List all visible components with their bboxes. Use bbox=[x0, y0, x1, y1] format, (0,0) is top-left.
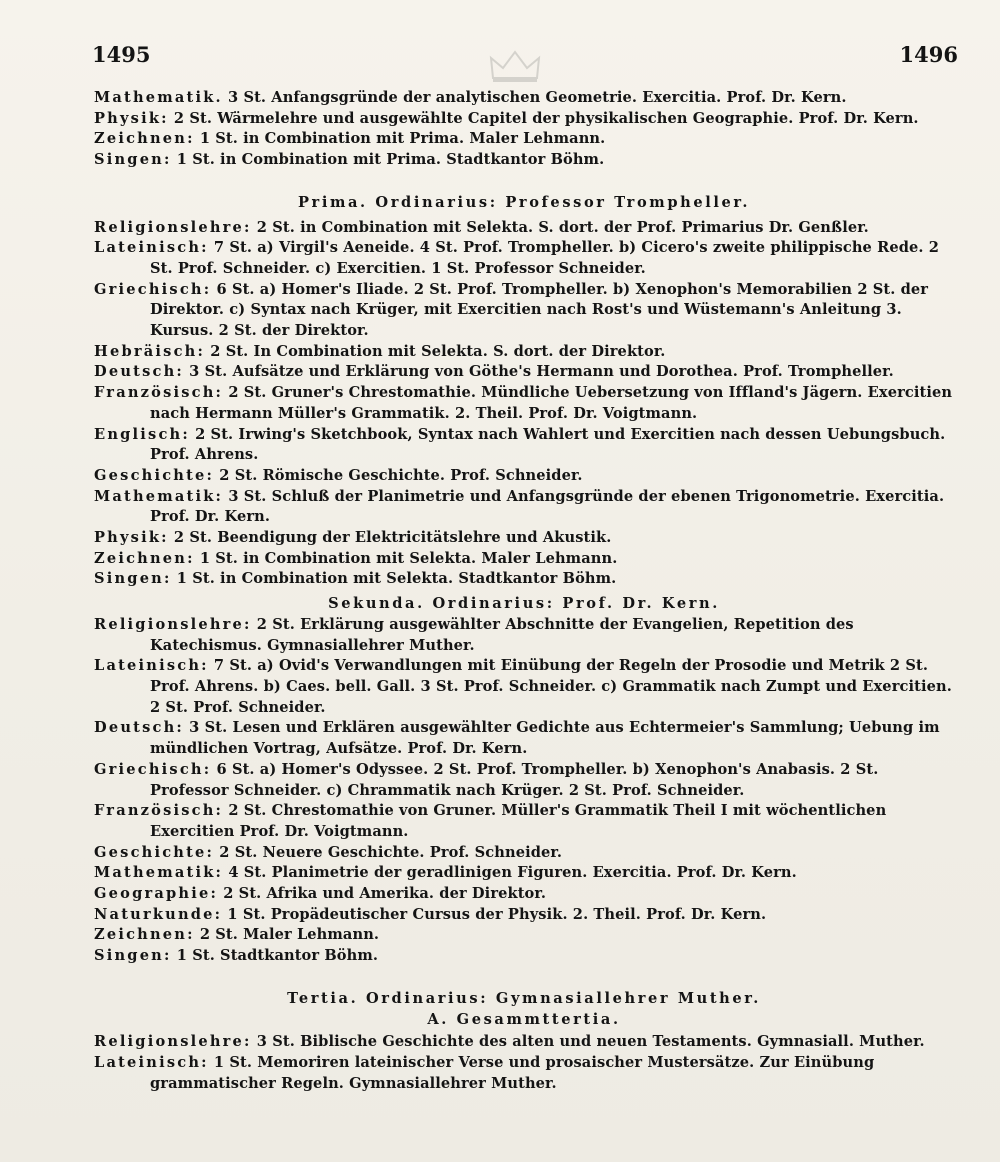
subject-description: 2 St. Maler Lehmann. bbox=[194, 926, 380, 944]
subject-entry bbox=[94, 549, 954, 570]
subject-entry bbox=[94, 884, 954, 905]
subject-description: 2 St. Irwing's Sketchbook, Syntax nach Wahlert und Exercitien nach dessen Uebungsbuch. Prof. Ahrens. bbox=[150, 425, 946, 464]
subject-entry bbox=[94, 425, 954, 466]
subject-label: Zeichnen: bbox=[94, 549, 195, 567]
subject-entry bbox=[94, 88, 954, 109]
subject-description: 2 St. Gruner's Chrestomathie. Mündliche Uebersetzung von Iffland's Jägern. Exercitien nach Hermann Müller's Grammatik. 2. Theil. Prof. Dr. Voigtmann. bbox=[150, 384, 953, 422]
page-number-left: 1495 bbox=[92, 42, 151, 67]
subject-label: Griechisch: bbox=[94, 760, 212, 778]
subject-description: 2 St. Chrestomathie von Gruner. Müller's Grammatik Theil I mit wöchentlichen Exercitien Prof. Dr. Voigtmann. bbox=[150, 802, 887, 840]
subject-description: 3 St. Biblische Geschichte des alten und neuen Testaments. Gymnasiall. Muther. bbox=[251, 1033, 925, 1051]
subject-label: Singen: bbox=[94, 947, 172, 965]
subject-label: Religionslehre: bbox=[94, 1033, 252, 1051]
subject-entry bbox=[94, 150, 954, 171]
subject-label: Geschichte: bbox=[94, 466, 215, 484]
subject-entry bbox=[94, 946, 954, 967]
subject-label: Griechisch: bbox=[94, 280, 212, 298]
subject-label: Englisch: bbox=[94, 425, 190, 443]
subject-entry bbox=[94, 569, 954, 590]
subject-label: Französisch: bbox=[94, 802, 224, 820]
subject-label: Mathematik. bbox=[94, 89, 223, 106]
subject-entry bbox=[94, 615, 954, 656]
subject-label: Deutsch: bbox=[94, 719, 184, 737]
subject-description: 2 St. In Combination mit Selekta. S. dort. der Direktor. bbox=[205, 342, 666, 360]
subject-label: Mathematik: bbox=[94, 864, 224, 882]
subject-label: Lateinisch: bbox=[94, 239, 209, 257]
subject-label: Zeichnen: bbox=[94, 130, 195, 148]
subject-entry bbox=[94, 905, 954, 926]
section-heading: Tertia. Ordinarius: Gymnasiallehrer Muther. bbox=[287, 989, 761, 1007]
subject-description: 2 St. in Combination mit Selekta. S. dort. der Prof. Primarius Dr. Genßler. bbox=[251, 218, 869, 236]
subject-description: 2 St. Neuere Geschichte. Prof. Schneider. bbox=[214, 843, 563, 861]
subject-description: 2 St. Afrika und Amerika. der Direktor. bbox=[218, 885, 547, 903]
subject-entry bbox=[94, 342, 954, 363]
subject-entry bbox=[94, 656, 954, 718]
subject-description: 6 St. a) Homer's Iliade. 2 St. Prof. Trompheller. b) Xenophon's Memorabilien 2 St. der Direktor. c) Syntax nach Krüger, mit Exercitien nach Rost's und Wüstemann's Anleitung 3. Kursus. 2 St. der Direktor. bbox=[150, 280, 929, 340]
subject-label: Naturkunde: bbox=[94, 905, 223, 923]
subject-label: Zeichnen: bbox=[94, 926, 195, 944]
subject-description: 3 St. Lesen und Erklären ausgewählter Gedichte aus Echtermeier's Sammlung; Uebung im mündlichen Vortrag, Aufsätze. Prof. Dr. Kern. bbox=[150, 719, 940, 758]
subject-description: 1 St. in Combination mit Selekta. Stadtkantor Böhm. bbox=[171, 570, 617, 588]
crown-crest-icon bbox=[485, 48, 545, 84]
page-number-right: 1496 bbox=[899, 42, 958, 67]
subject-description: 2 St. Beendigung der Elektricitätslehre und Akustik. bbox=[168, 529, 612, 547]
subject-label: Mathematik: bbox=[94, 487, 224, 505]
subject-description: 2 St. Römische Geschichte. Prof. Schneider. bbox=[214, 466, 583, 484]
subject-description: 1 St. Stadtkantor Böhm. bbox=[171, 947, 379, 965]
subject-description: 1 St. in Combination mit Prima. Stadtkantor Böhm. bbox=[171, 151, 605, 169]
subject-entry bbox=[94, 466, 954, 487]
subject-entry bbox=[94, 528, 954, 549]
subject-description: 1 St. Memoriren lateinischer Verse und prosaischer Mustersätze. Zur Einübung grammatischer Regeln. Gymnasiallehrer Muther. bbox=[150, 1053, 875, 1092]
subject-description: 3 St. Aufsätze und Erklärung von Göthe's Hermann und Dorothea. Prof. Trompheller. bbox=[184, 363, 894, 381]
subject-label: Lateinisch: bbox=[94, 1053, 209, 1071]
subject-label: Physik: bbox=[94, 109, 169, 127]
subject-entry bbox=[94, 129, 954, 150]
subject-entry bbox=[94, 843, 954, 864]
subject-entry bbox=[94, 1053, 954, 1094]
subject-description: 1 St. Propädeutischer Cursus der Physik. 2. Theil. Prof. Dr. Kern. bbox=[222, 905, 767, 923]
subject-label: Singen: bbox=[94, 570, 172, 588]
subject-label: Singen: bbox=[94, 151, 172, 169]
subject-label: Physik: bbox=[94, 529, 169, 547]
subject-entry bbox=[94, 362, 954, 383]
subject-entry bbox=[94, 718, 954, 759]
subject-label: Religionslehre: bbox=[94, 218, 252, 236]
subject-entry bbox=[94, 487, 954, 528]
subject-entry bbox=[94, 863, 954, 884]
subject-label: Französisch: bbox=[94, 384, 224, 402]
subject-entry bbox=[94, 109, 954, 130]
section-heading: Prima. Ordinarius: Professor Trompheller. bbox=[297, 193, 751, 211]
subject-entry bbox=[94, 801, 954, 842]
subject-entry bbox=[94, 280, 954, 342]
subject-label: Deutsch: bbox=[94, 363, 184, 381]
subject-description: 2 St. Wärmelehre und ausgewählte Capitel der physikalischen Geographie. Prof. Dr. Kern. bbox=[168, 109, 919, 127]
subject-entry bbox=[94, 383, 954, 424]
subject-entry bbox=[94, 760, 954, 801]
subject-description: 1 St. in Combination mit Selekta. Maler Lehmann. bbox=[194, 549, 618, 567]
section-heading: Sekunda. Ordinarius: Prof. Dr. Kern. bbox=[328, 595, 720, 613]
subject-description: 3 St. Anfangsgründe der analytischen Geometrie. Exercitia. Prof. Dr. Kern. bbox=[222, 89, 847, 106]
subject-label: Geschichte: bbox=[94, 843, 215, 861]
subject-label: Hebräisch: bbox=[94, 342, 206, 360]
subject-description: 7 St. a) Virgil's Aeneide. 4 St. Prof. Trompheller. b) Cicero's zweite philippische Rede. 2 St. Prof. Schneider. c) Exercitien. 1 St. Professor Schneider. bbox=[150, 239, 940, 277]
subject-entry bbox=[94, 1032, 954, 1053]
subject-description: 1 St. in Combination mit Prima. Maler Lehmann. bbox=[194, 130, 606, 148]
subject-label: Lateinisch: bbox=[94, 657, 209, 675]
document-body bbox=[94, 88, 954, 1094]
subject-entry bbox=[94, 925, 954, 946]
subject-label: Religionslehre: bbox=[94, 615, 252, 633]
subject-description: 4 St. Planimetrie der geradlinigen Figuren. Exercitia. Prof. Dr. Kern. bbox=[223, 864, 797, 882]
subject-entry bbox=[94, 238, 954, 279]
subject-description: 6 St. a) Homer's Odyssee. 2 St. Prof. Trompheller. b) Xenophon's Anabasis. 2 St. Professor Schneider. c) Chrammatik nach Krüger. 2 St. Prof. Schneider. bbox=[150, 760, 879, 799]
subject-description: 3 St. Schluß der Planimetrie und Anfangsgründe der ebenen Trigonometrie. Exercitia. Prof. Dr. Kern. bbox=[150, 487, 945, 526]
section-heading: A. Gesammttertia. bbox=[427, 1010, 621, 1028]
subject-entry bbox=[94, 218, 954, 239]
subject-label: Geographie: bbox=[94, 885, 219, 903]
subject-description: 2 St. Erklärung ausgewählter Abschnitte der Evangelien, Repetition des Katechismus. Gymnasiallehrer Muther. bbox=[150, 615, 854, 654]
subject-description: 7 St. a) Ovid's Verwandlungen mit Einübung der Regeln der Prosodie und Metrik 2 St. Prof. Ahrens. b) Caes. bell. Gall. 3 St. Prof. Schneider. c) Grammatik nach Zumpt und Exercitien. 2 St. Prof. Schneider. bbox=[150, 657, 952, 716]
